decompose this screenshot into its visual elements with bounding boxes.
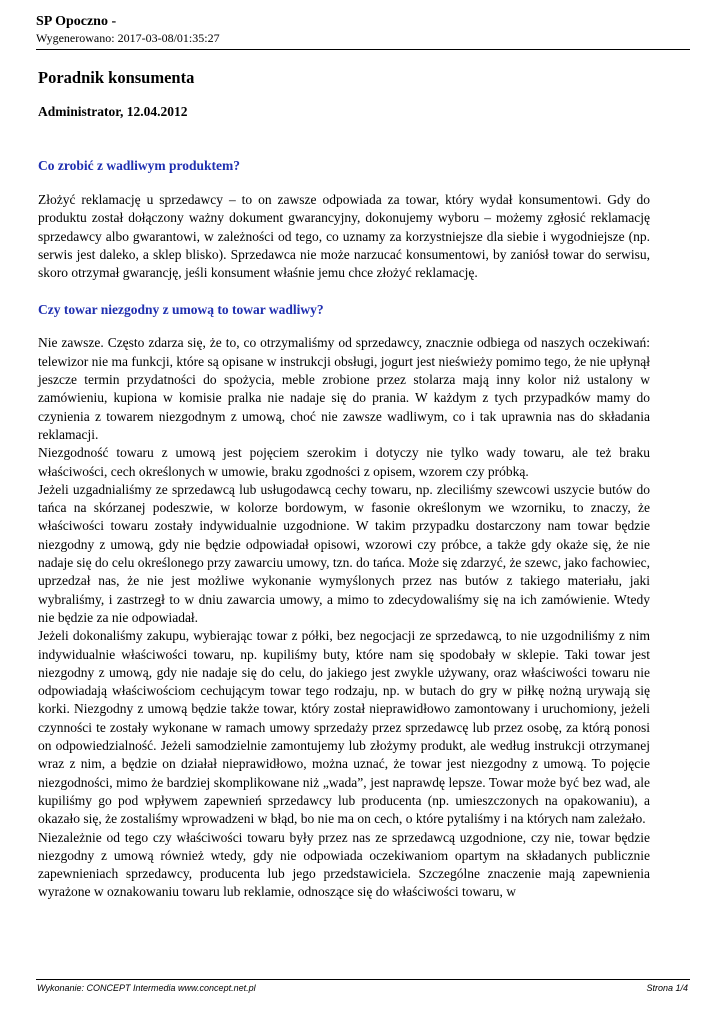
- site-title: SP Opoczno -: [36, 14, 117, 29]
- paragraph: Niezgodność towaru z umową jest pojęciem szerokim i dotyczy nie tylko wady towaru, ale też braku właściwości, cech określonych w umowie, braku zgodności z opisem, wzorem czy próbką.: [38, 445, 650, 479]
- footer-divider: [36, 979, 690, 980]
- section-heading-nonconforming-goods: Czy towar niezgodny z umową to towar wadliwy?: [38, 302, 324, 318]
- paragraph: Jeżeli dokonaliśmy zakupu, wybierając towar z półki, bez negocjacji ze sprzedawcą, to nie uzgodniliśmy z nim indywidualnie właściwości towaru, np. kupiliśmy buty, które nam się spodobały w sklepie. Taki towar jest niezgodny z umową, gdy nie nadaje się do celu, do jakiego jest zwykle używany, oraz właściwości towaru nie odpowiadają właściwościom cechującym towar tego rodzaju, np. w butach do gry w piłkę nożną urywają się korki. Niezgodny z umową będzie także towar, który został nieprawidłowo zamontowany i uruchomiony, jeżeli czynności te zostały wykonane w ramach umowy sprzedaży przez sprzedawcę lub przez osobę, za którą ponosi on odpowiedzialność. Jeżeli samodzielnie zamontujemy lub złożymy produkt, ale według instrukcji otrzymanej wraz z nim, a będzie on działał nieprawidłowo, można uznać, że towar jest niezgodny z umową. To pojęcie niezgodności, mimo że bardziej skomplikowane niż „wada”, jest naprawdę lepsze. Towar może być bez wad, ale kupiliśmy go pod wpływem zapewnień sprzedawcy lub producenta (np. umieszczonych na opakowaniu), a okazało się, że zostaliśmy wprowadzeni w błąd, bo nie ma on cech, o które pytaliśmy i na których nam zależało.: [38, 628, 650, 827]
- generated-timestamp: Wygenerowano: 2017-03-08/01:35:27: [36, 31, 220, 45]
- page-number: Strona 1/4: [646, 983, 688, 993]
- paragraph: Niezależnie od tego czy właściwości towaru były przez nas ze sprzedawcą uzgodnione, czy nie, towar będzie niezgodny z umową również wtedy, gdy nie odpowiada oczekiwaniom opartym na składanych publicznie zapewnieniach sprzedawcy, producenta lub jego przedstawiciela. Szczególne znaczenie mają zapewnienia wyrażone w oznakowaniu towaru lub reklamie, odnoszące się do właściwości towaru, w: [38, 829, 650, 900]
- header-divider: [36, 49, 690, 50]
- paragraph: Jeżeli uzgadnialiśmy ze sprzedawcą lub usługodawcą cechy towaru, np. zleciliśmy szewcowi uszycie butów do tańca na skórzanej podeszwie, w kolorze bordowym, w fasonie określonym we wzorniku, to znaczy, że właściwości towaru zostały indywidualnie uzgodnione. W takim przypadku dostarczony nam towar będzie niezgodny z umową, gdy nie będzie odpowiadał opisowi, wzorowi czy próbce, a także gdy okaże się, że nie nadaje się do celu określonego przy zawarciu umowy, tzn. do tańca. Może się zdarzyć, że szewc, jako fachowiec, uprzedzał nas, że nie jest możliwe wykonanie wymyślonych przez nas butów z takiego materiału, jaki wybraliśmy, i zastrzegł to w dniu zawarcia umowy, a mimo to zdecydowaliśmy się na ich zamówienie. Wtedy nie będzie za nie odpowiadał.: [38, 481, 650, 625]
- page-header: [36, 14, 690, 46]
- section-heading-defective-product: Co zrobić z wadliwym produktem?: [38, 158, 240, 173]
- paragraph: Nie zawsze. Często zdarza się, że to, co otrzymaliśmy od sprzedawcy, znacznie odbiega od naszych oczekiwań: telewizor nie ma funkcji, które są opisane w instrukcji obsługi, jogurt jest nieświeży pomimo tego, że nie upłynął jeszcze termin przydatności do spożycia, meble zrobione przez stolarza mają inny kolor niż ustalony w zamówieniu, kupiona w komisie pralka nie nadaje się do prania. W każdym z tych przypadków mamy do czynienia z towarem niezgodnym z umową, choć nie zawsze wadliwym, co i tak uprawnia nas do składania reklamacji.: [38, 335, 650, 442]
- paragraph: Złożyć reklamację u sprzedawcy – to on zawsze odpowiada za towar, który wydał konsumentowi. Gdy do produktu został dołączony ważny dokument gwarancyjny, dokonujemy wyboru – możemy zgłosić reklamację sprzedawcy albo gwarantowi, w zależności od tego, co uznamy za korzystniejsze dla siebie i wygodniejsze (np. serwis jest daleko, a sklep blisko). Sprzedawca nie może narzucać konsumentowi, by zaniósł towar do serwisu, skoro otrzymał gwarancję, jeśli konsument właśnie jemu chce złożyć reklamację.: [38, 192, 650, 281]
- article-byline: Administrator, 12.04.2012: [38, 104, 188, 119]
- footer-credit: Wykonanie: CONCEPT Intermedia www.concept.net.pl: [37, 983, 256, 993]
- article: [38, 67, 650, 902]
- article-title: Poradnik konsumenta: [38, 68, 195, 87]
